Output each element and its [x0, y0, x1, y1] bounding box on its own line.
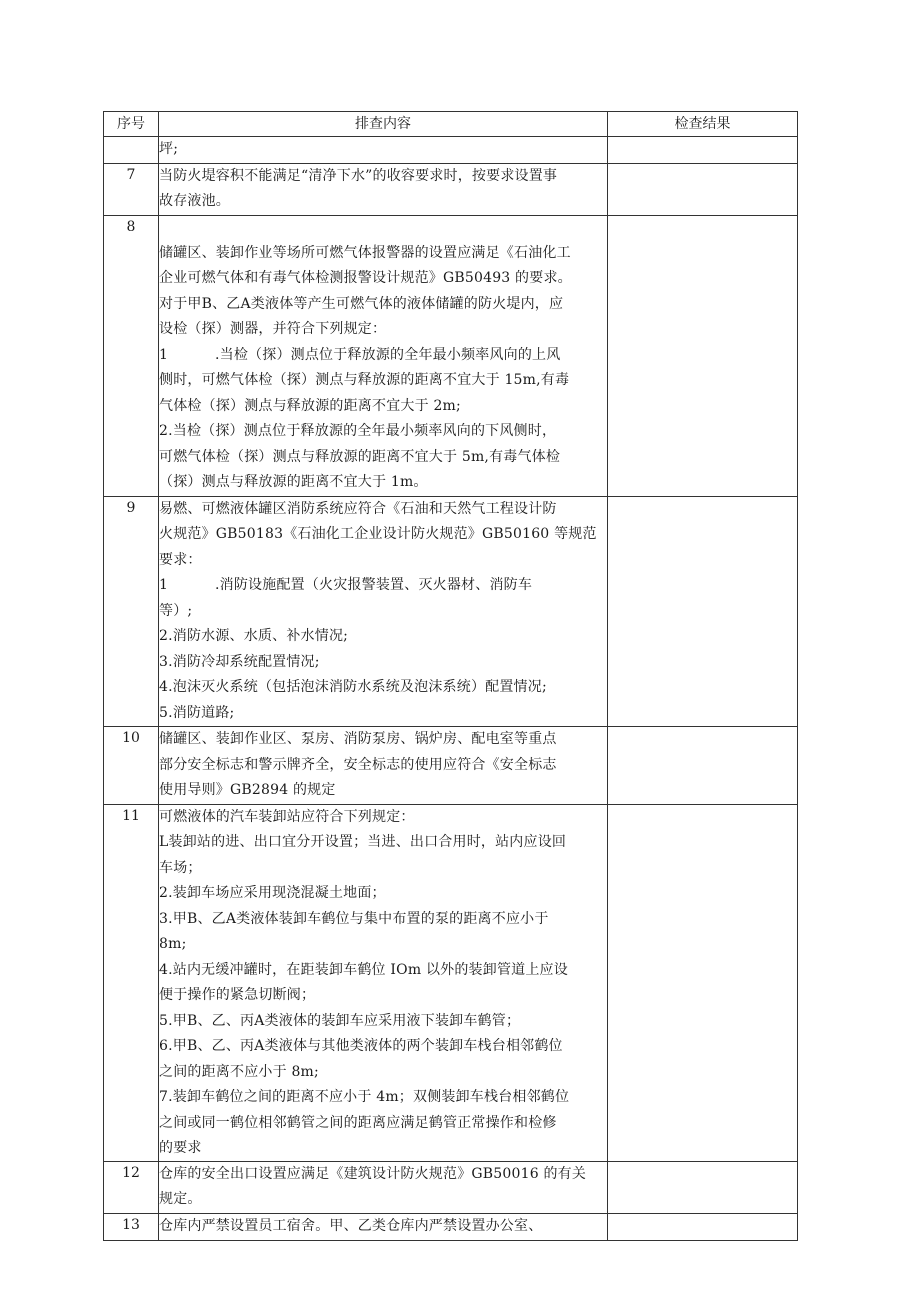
content-line: 当防火堤容积不能满足“清净下水”的收容要求时，按要求设置事: [159, 167, 558, 184]
list-marker: 1: [159, 346, 169, 363]
result-cell: [608, 727, 798, 805]
result-cell: [608, 137, 798, 164]
result-cell: [608, 163, 798, 215]
content-line: 对于甲B、乙A类液体等产生可燃气体的液体储罐的防火堤内，应: [159, 295, 564, 312]
content-line: 2.装卸车场应采用现浇混凝土地面；: [159, 885, 386, 901]
content-line: 储罐区、装卸作业等场所可燃气体报警器的设置应满足《石油化工: [159, 244, 571, 261]
row-content: [159, 496, 608, 727]
row-number: 9: [104, 496, 159, 727]
content-line: [159, 573, 607, 599]
content-line: 8m;: [159, 936, 187, 952]
content-line: 火规范》GB50183《石油化工企业设计防火规范》GB50160 等规范: [159, 526, 597, 542]
content-line: 可燃气体检（探）测点与释放源的距离不宜大于 5m,有毒气体检: [159, 448, 561, 465]
row-content-clip: [159, 805, 607, 1161]
inspection-table: [103, 111, 798, 1241]
content-line: 5.甲B、乙、丙A类液体的装卸车应采用液下装卸车鹤管；: [159, 1012, 521, 1029]
content-line: L装卸站的进、出口宜分开设置；当进、出口合用时，站内应设回: [159, 834, 567, 850]
result-cell: [608, 804, 798, 1161]
table-row: [104, 727, 798, 805]
row-number: 10: [104, 727, 159, 805]
table-row: [104, 804, 798, 1161]
content-line: （探）测点与释放源的距离不宜大于 1m。: [159, 474, 428, 490]
content-line: 6.甲B、乙、丙A类液体与其他类液体的两个装卸车栈台相邻鹤位: [159, 1038, 563, 1054]
content-line: 规定。: [159, 1191, 202, 1207]
table-row: [104, 137, 798, 164]
content-line: 3.消防冷却系统配置情况;: [159, 653, 320, 670]
row-content: [159, 804, 608, 1161]
content-line: 的要求: [159, 1140, 202, 1156]
content-line: 4.泡沫灭火系统（包括泡沫消防水系统及泡沫系统）配置情况;: [159, 679, 547, 695]
table-header-row: [104, 112, 798, 137]
content-line: 坪;: [159, 141, 179, 157]
content-line: 3.甲B、乙A类液体装卸车鹤位与集中布置的泵的距离不应小于: [159, 910, 549, 927]
content-line: 仓库内严禁设置员工宿舍。甲、乙类仓库内严禁设置办公室、: [159, 1217, 543, 1234]
content-line: 企业可燃气体和有毒气体检测报警设计规范》GB50493 的要求。: [159, 270, 572, 286]
row-content: [159, 215, 608, 496]
list-marker: 1: [159, 577, 169, 593]
result-cell: [608, 215, 798, 496]
content-line: 侧时，可燃气体检（探）测点与释放源的距离不宜大于 15m,有毒: [159, 372, 570, 388]
row-content: [159, 727, 608, 805]
content-line: 4.站内无缓冲罐时，在距装卸车鹤位 IOm 以外的装卸管道上应设: [159, 961, 568, 978]
table-row: [104, 1213, 798, 1240]
content-line: 易燃、可燃液体罐区消防系统应符合《石油和天然气工程设计防: [159, 500, 557, 517]
row-content: [159, 137, 608, 164]
content-line: 之间的距离不应小于 8m;: [159, 1063, 319, 1080]
header-content: 排查内容: [159, 112, 608, 137]
content-line: 储罐区、装卸作业区、泵房、消防泵房、锅炉房、配电室等重点: [159, 731, 557, 747]
content-line: 可燃液体的汽车装卸站应符合下列规定：: [159, 808, 415, 825]
row-number: 11: [104, 804, 159, 1161]
list-text: .当检（探）测点位于释放源的全年最小频率风向的上风: [215, 346, 561, 363]
header-no: 序号: [104, 112, 159, 137]
result-cell: [608, 496, 798, 727]
content-line: 2.消防水源、水质、补水情况;: [159, 628, 349, 644]
table-row: [104, 163, 798, 215]
content-line: 5.消防道路;: [159, 704, 235, 721]
content-line: 设检（探）测器，并符合下列规定：: [159, 321, 387, 337]
content-line: 车场；: [159, 859, 202, 876]
content-line: 使用导则》GB2894 的规定: [159, 782, 336, 798]
table-row: [104, 496, 798, 727]
content-line: 仓库的安全出口设置应满足《建筑设计防火规范》GB50016 的有关: [159, 1165, 587, 1182]
content-line: 之间或同一鹤位相邻鹤管之间的距离应满足鹤管正常操作和检修: [159, 1114, 557, 1131]
row-number: 12: [104, 1161, 159, 1213]
row-content: [159, 1161, 608, 1213]
content-line: 故存液池。: [159, 193, 230, 209]
row-number: [104, 137, 159, 164]
result-cell: [608, 1161, 798, 1213]
row-number: 8: [104, 215, 159, 496]
content-line: 等）;: [159, 602, 193, 619]
row-number: 7: [104, 163, 159, 215]
content-line: 2.当检（探）测点位于释放源的全年最小频率风向的下风侧时，: [159, 423, 557, 439]
content-line: 便于操作的紧急切断阀；: [159, 987, 316, 1003]
content-line: 气体检（探）测点与释放源的距离不宜大于 2m;: [159, 397, 461, 414]
content-line: 部分安全标志和警示牌齐全，安全标志的使用应符合《安全标志: [159, 756, 557, 773]
list-text: .消防设施配置（火灾报警装置、灭火器材、消防车: [215, 577, 533, 593]
row-content: [159, 1213, 608, 1240]
table-row: [104, 1161, 798, 1213]
header-result: 检查结果: [608, 112, 798, 137]
content-line: 7.装卸车鹤位之间的距离不应小于 4m；双侧装卸车栈台相邻鹤位: [159, 1089, 570, 1105]
table-row: [104, 215, 798, 496]
row-content: [159, 163, 608, 215]
content-line: 要求：: [159, 551, 202, 568]
content-line: [159, 343, 607, 369]
row-number: 13: [104, 1213, 159, 1240]
result-cell: [608, 1213, 798, 1240]
